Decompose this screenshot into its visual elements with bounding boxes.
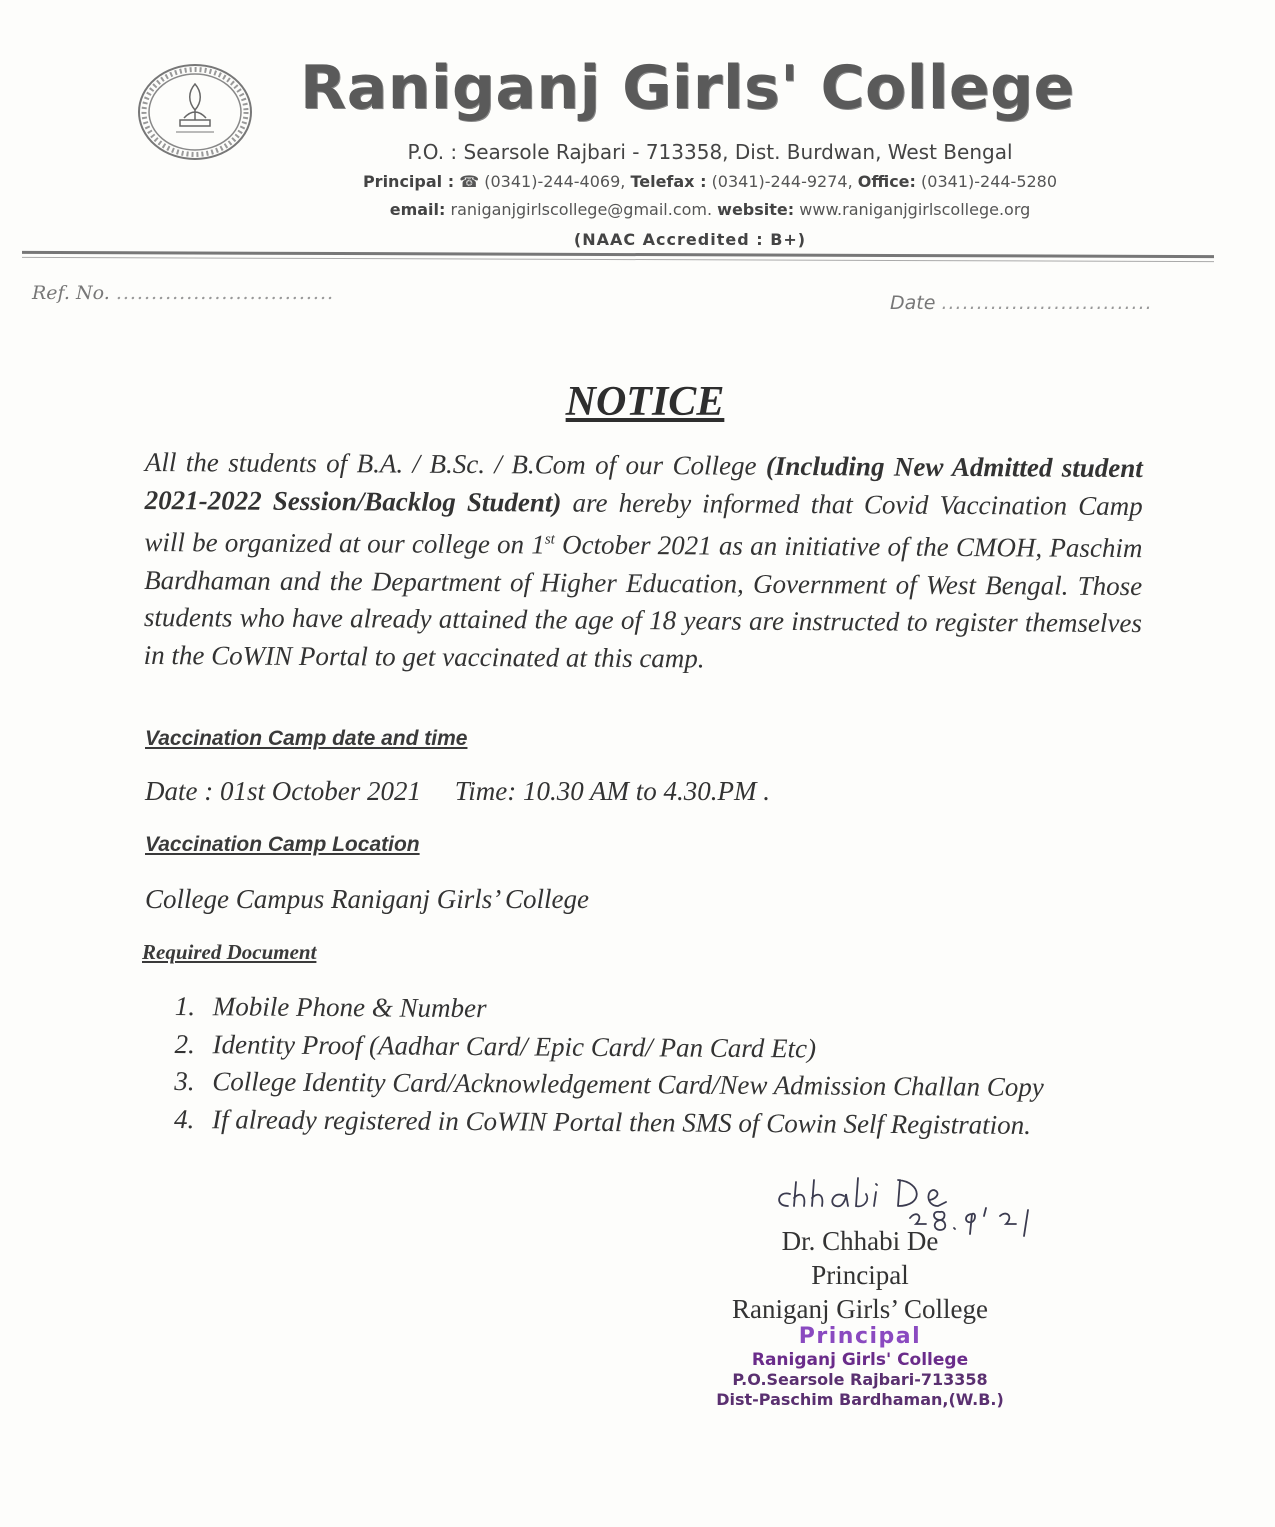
required-document-list: [174, 988, 1135, 1145]
notice-text-1: All the students of B.A. / B.Sc. / B.Com of our College: [144, 446, 767, 481]
list-item-text: Identity Proof (Aadhar Card/ Epic Card/ Pan Card Etc): [212, 1028, 817, 1063]
email-address: raniganjgirlscollege@gmail.com.: [450, 200, 713, 219]
date-label: Date: [890, 292, 936, 314]
principal-phone: (0341)-244-4069,: [484, 172, 626, 191]
camp-date-time: [145, 776, 770, 807]
list-item-number: 2.: [174, 1028, 195, 1059]
list-item-number: 1.: [174, 990, 196, 1022]
list-item-number: 4.: [173, 1103, 195, 1134]
official-stamp: [700, 1324, 1020, 1410]
camp-time: Time: 10.30 AM to 4.30.PM .: [454, 776, 770, 806]
camp-location-heading: Vaccination Camp Location: [145, 833, 420, 856]
website-url: www.raniganjgirlscollege.org: [799, 200, 1031, 219]
date-dots: ..............................: [941, 292, 1153, 314]
website-label: website:: [717, 200, 795, 219]
stamp-title: Principal: [798, 1324, 922, 1349]
list-item: [174, 1063, 1134, 1107]
college-address: P.O. : Searsole Rajbari - 713358, Dist. Burdwan, West Bengal: [407, 140, 1013, 164]
list-item-number: 3.: [174, 1065, 195, 1097]
notice-text-sup: st: [544, 531, 555, 548]
list-item: [174, 1100, 1134, 1144]
office-number: (0341)-244-5280: [921, 172, 1058, 191]
signatory-name: Dr. Chhabi De: [781, 1226, 939, 1256]
stamp-district: Dist-Paschim Bardhaman,(W.B.): [716, 1390, 1004, 1409]
stamp-address: P.O.Searsole Rajbari-713358: [732, 1370, 988, 1389]
naac-accreditation: (NAAC Accredited : B+): [573, 230, 807, 249]
principal-label: Principal :: [362, 172, 455, 191]
notice-paragraph: [144, 444, 1143, 680]
stamp-college: Raniganj Girls' College: [751, 1350, 969, 1370]
camp-location: College Campus Raniganj Girls’ College: [145, 884, 589, 914]
telefax-number: (0341)-244-9274,: [711, 172, 853, 191]
phone-icon: ☎: [459, 172, 480, 191]
signatory-block: [700, 1224, 1020, 1326]
signatory-title: Principal: [811, 1260, 909, 1290]
college-name: Raniganj Girls' College: [300, 53, 1075, 123]
office-label: Office:: [857, 172, 916, 191]
email-label: email:: [389, 200, 446, 219]
ref-dots: ...............................: [115, 282, 335, 304]
notice-text-bold: (Including New Admitted student 2021-2022 Session/Backlog Student): [144, 450, 1143, 518]
date-field: [890, 292, 1153, 314]
signatory-college: Raniganj Girls’ College: [732, 1294, 988, 1324]
camp-time-heading: Vaccination Camp date and time: [145, 727, 468, 750]
letterhead-divider-thin: [22, 257, 1214, 262]
college-seal-icon: [136, 62, 254, 162]
list-item-text: If already registered in CoWIN Portal then SMS of Cowin Self Registration.: [211, 1103, 1032, 1140]
list-item-text: College Identity Card/Acknowledgement Card/New Admission Challan Copy: [212, 1066, 1044, 1103]
notice-title: NOTICE: [565, 379, 725, 425]
notice-text-2: are hereby informed that Covid Vaccination Camp will be organized at our college on 1: [144, 487, 1143, 560]
ref-no-field: [32, 282, 334, 304]
notice-text-3: October 2021 as an initiative of the CMOH, Paschim Bardhaman and the Department of Higher Education, Government of West Bengal. Those students who have already attained the age of 18 years are instructed to register themselves in the CoWIN Portal to get vaccinated at this camp.: [143, 529, 1143, 673]
required-document-heading: Required Document: [142, 940, 317, 964]
email-website-line: [270, 200, 1150, 219]
contact-line: [270, 172, 1150, 191]
ref-label: Ref. No.: [32, 282, 110, 304]
list-item-text: Mobile Phone & Number: [212, 991, 487, 1024]
camp-date: Date : 01st October 2021: [145, 776, 421, 806]
list-item: [175, 988, 1135, 1032]
telefax-label: Telefax :: [630, 172, 707, 191]
